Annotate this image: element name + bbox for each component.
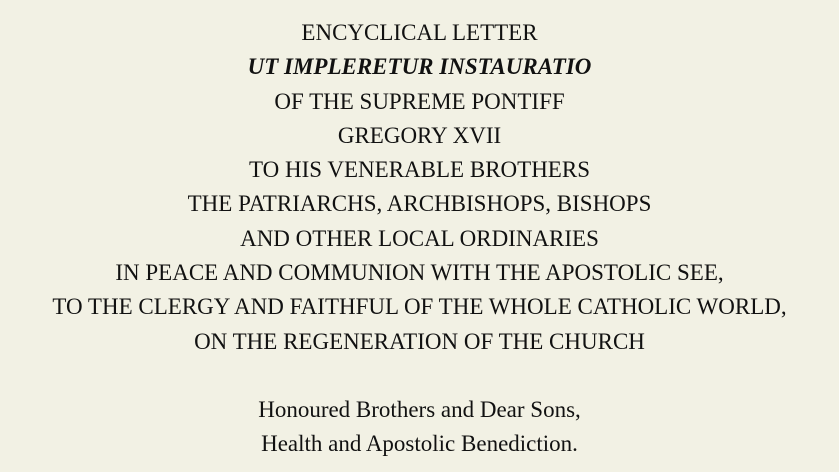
section-spacer — [0, 359, 839, 393]
salutation-line: Health and Apostolic Benediction. — [261, 431, 578, 457]
document-title: ENCYCLICAL LETTER — [301, 20, 538, 45]
salutation-line: Honoured Brothers and Dear Sons, — [258, 396, 581, 422]
heading-line: THE PATRIARCHS, ARCHBISHOPS, BISHOPS — [187, 191, 652, 217]
heading-line: ON THE REGENERATION OF THE CHURCH — [194, 328, 645, 354]
heading-line: TO HIS VENERABLE BROTHERS — [249, 157, 590, 183]
latin-title: UT IMPLERETUR INSTAURATIO — [247, 54, 592, 80]
heading-line: TO THE CLERGY AND FAITHFUL OF THE WHOLE CATHOLIC WORLD, — [52, 294, 787, 320]
heading-line: IN PEACE AND COMMUNION WITH THE APOSTOLIC SEE, — [115, 260, 724, 286]
heading-line: AND OTHER LOCAL ORDINARIES — [240, 225, 599, 251]
heading-line: OF THE SUPREME PONTIFF — [274, 88, 565, 114]
heading-line: GREGORY XVII — [337, 122, 502, 148]
